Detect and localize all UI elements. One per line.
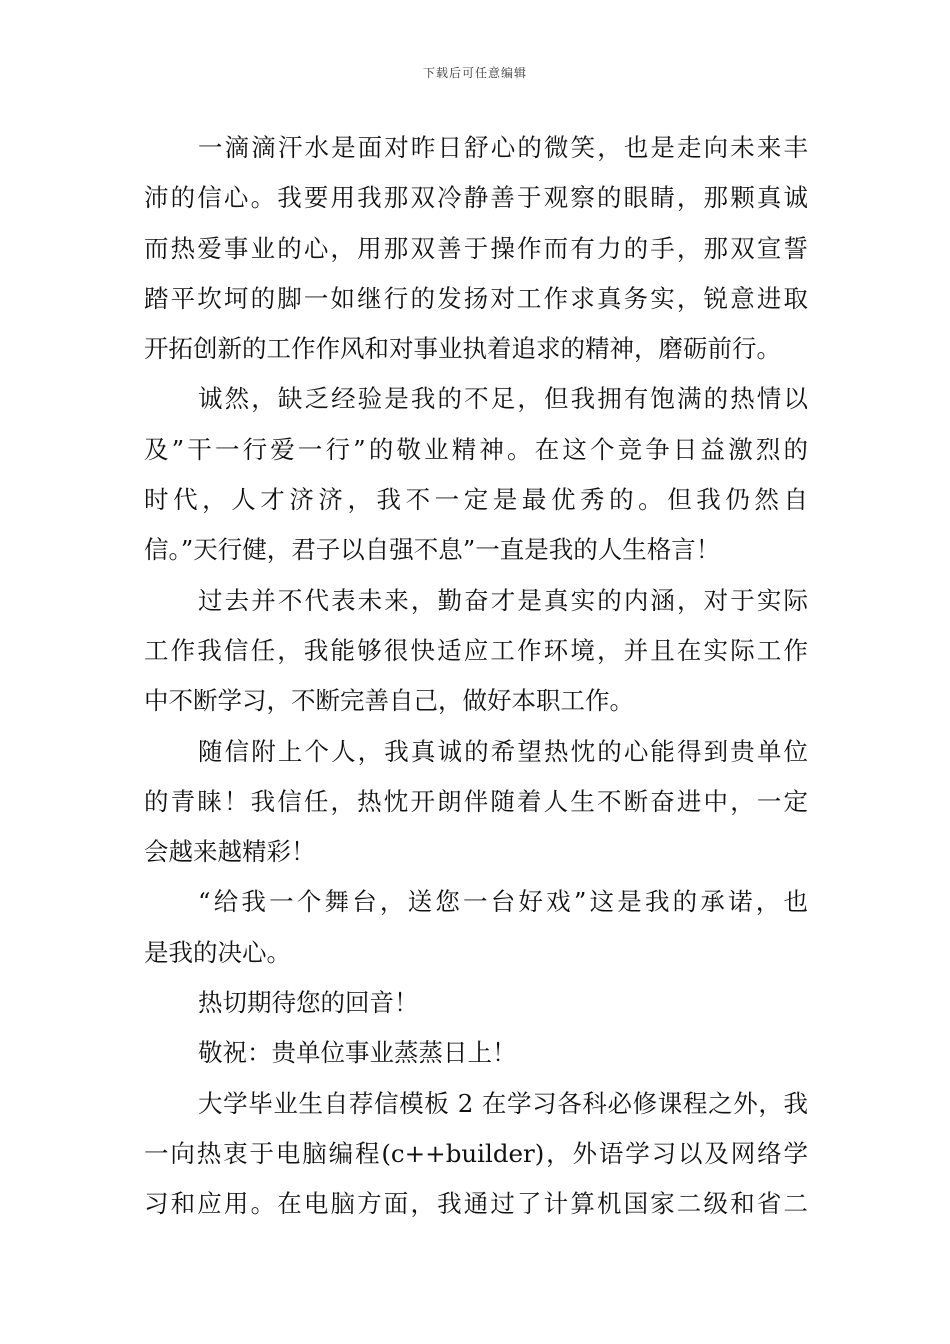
document-body — [144, 123, 808, 1230]
text-line: 而热爱事业的心，用那双善于操作而有力的手，那双宣誓 — [144, 233, 808, 263]
text-line: 时代，人才济济，我不一定是最优秀的。但我仍然自 — [144, 485, 808, 515]
text-line: 的青睐！我信任，热忱开朗伴随着人生不断奋进中，一定 — [144, 786, 808, 816]
text-line: 随信附上个人，我真诚的希望热忱的心能得到贵单位 — [198, 736, 808, 766]
text-line: 会越来越精彩！ — [144, 837, 316, 867]
text-line: 敬祝：贵单位事业蒸蒸日上！ — [198, 1038, 517, 1068]
text-line: 工作我信任，我能够很快适应工作环境，并且在实际工作 — [144, 635, 808, 665]
text-line: 开拓创新的工作作风和对事业执着追求的精神，磨砺前行。 — [144, 334, 781, 364]
text-line: 是我的决心。 — [144, 937, 291, 967]
text-line: 及”干一行爱一行”的敬业精神。在这个竞争日益激烈的 — [144, 434, 808, 464]
text-line: 大学毕业生自荐信模板 2 在学习各科必修课程之外，我 — [198, 1088, 808, 1118]
text-line: 信。”天行健，君子以自强不息”一直是我的人生格言！ — [144, 535, 721, 565]
page-header: 下载后可任意编辑 — [422, 66, 527, 80]
text-line: 习和应用。在电脑方面，我通过了计算机国家二级和省二 — [144, 1189, 808, 1219]
text-line: 中不断学习，不断完善自己，做好本职工作。 — [144, 686, 634, 716]
text-line: 沛的信心。我要用我那双冷静善于观察的眼睛，那颗真诚 — [144, 183, 808, 213]
text-line: 一向热衷于电脑编程(c++builder)，外语学习以及网络学 — [144, 1138, 808, 1168]
text-line: 热切期待您的回音！ — [198, 988, 419, 1018]
text-line: “给我一个舞台，送您一台好戏”这是我的承诺，也 — [198, 887, 808, 917]
text-line: 过去并不代表未来，勤奋才是真实的内涵，对于实际 — [198, 585, 808, 615]
text-line: 诚然，缺乏经验是我的不足，但我拥有饱满的热情以 — [198, 384, 808, 414]
text-line: 一滴滴汗水是面对昨日舒心的微笑，也是走向未来丰 — [198, 133, 808, 162]
text-line: 踏平坎坷的脚一如继行的发扬对工作求真务实，锐意进取 — [144, 283, 808, 313]
